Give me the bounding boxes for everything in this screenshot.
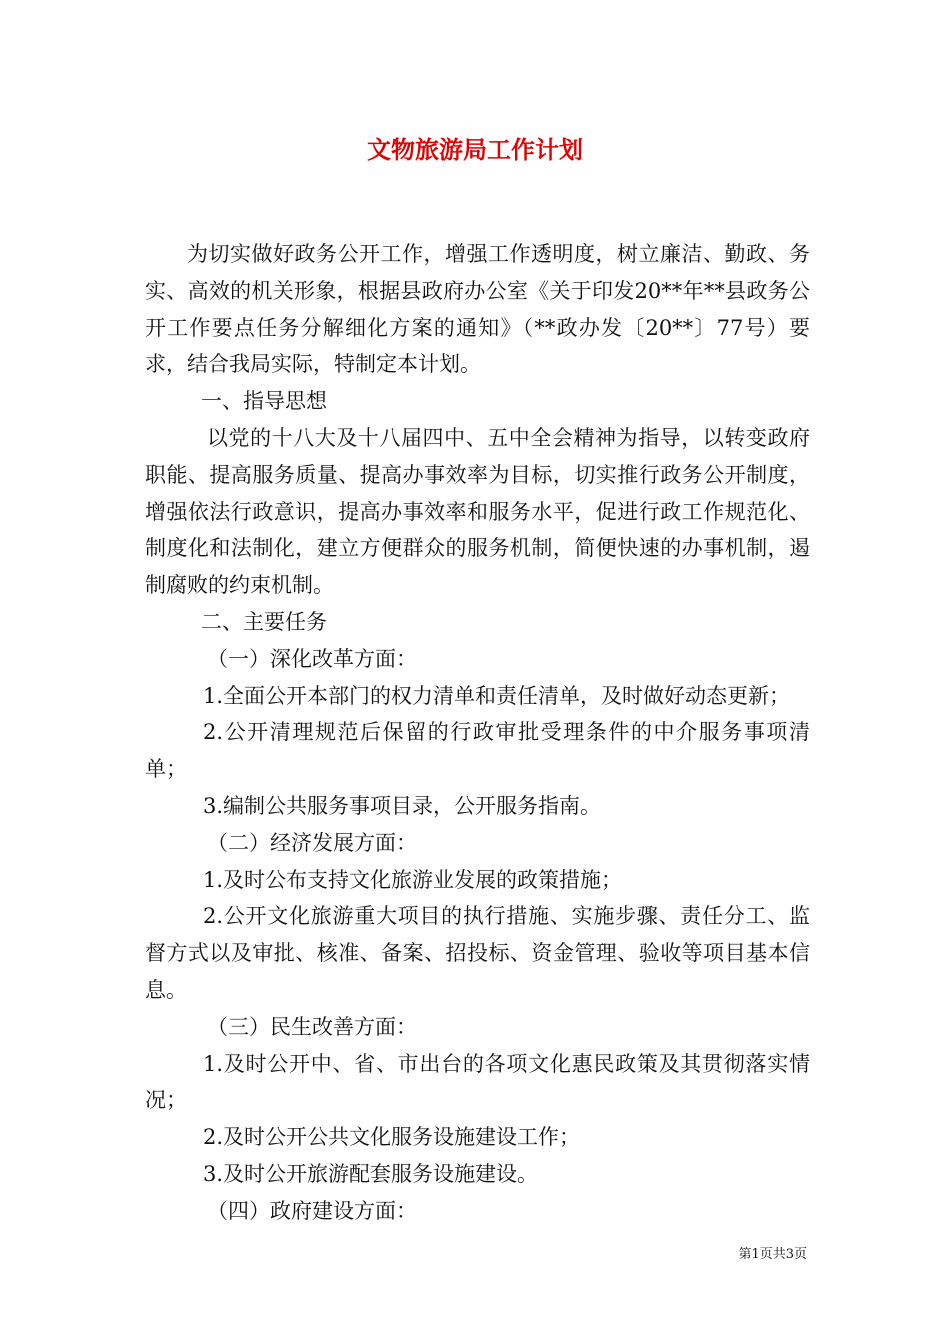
intro-paragraph: 为切实做好政务公开工作，增强工作透明度，树立廉洁、勤政、务实、高效的机关形象，根据县政府办公室《关于印发20**年**县政务公开工作要点任务分解细化方案的通知》（**政办发〔20**〕77号）要求，结合我局实际，特制定本计划。: [145, 242, 810, 377]
subsection-heading: （一）深化改革方面：: [207, 646, 417, 671]
list-item: 3.编制公共服务事项目录，公开服务指南。: [203, 793, 602, 818]
list-item: 1.全面公开本部门的权力清单和责任清单，及时做好动态更新；: [203, 683, 791, 708]
list-item: 2.及时公开公共文化服务设施建设工作；: [203, 1125, 581, 1150]
list-item: 1.及时公布支持文化旅游业发展的政策措施；: [203, 867, 623, 892]
list-item: 2.公开文化旅游重大项目的执行措施、实施步骤、责任分工、监督方式以及审批、核准、备案、招投标、资金管理、验收等项目基本信息。: [145, 904, 810, 1002]
body-paragraph: 以党的十八大及十八届四中、五中全会精神为指导，以转变政府职能、提高服务质量、提高办事效率为目标，切实推行政务公开制度，增强依法行政意识，提高办事效率和服务水平，促进行政工作规范化、制度化和法制化，建立方便群众的服务机制，简便快速的办事机制，遏制腐败的约束机制。: [145, 425, 810, 598]
subsection-heading: （三）民生改善方面：: [207, 1014, 417, 1039]
document-title: 文物旅游局工作计划: [367, 135, 583, 164]
section-heading: 一、指导思想: [201, 389, 327, 414]
subsection-heading: （四）政府建设方面：: [207, 1198, 417, 1223]
list-item: 1.及时公开中、省、市出台的各项文化惠民政策及其贯彻落实情况；: [145, 1051, 810, 1113]
list-item: 3.及时公开旅游配套服务设施建设。: [203, 1161, 539, 1186]
subsection-heading: （二）经济发展方面：: [207, 830, 417, 855]
page-number: 第1页共3页: [738, 1247, 807, 1262]
list-item: 2.公开清理规范后保留的行政审批受理条件的中介服务事项清单；: [145, 720, 810, 782]
section-heading: 二、主要任务: [201, 609, 327, 634]
document-body: [145, 236, 810, 1230]
